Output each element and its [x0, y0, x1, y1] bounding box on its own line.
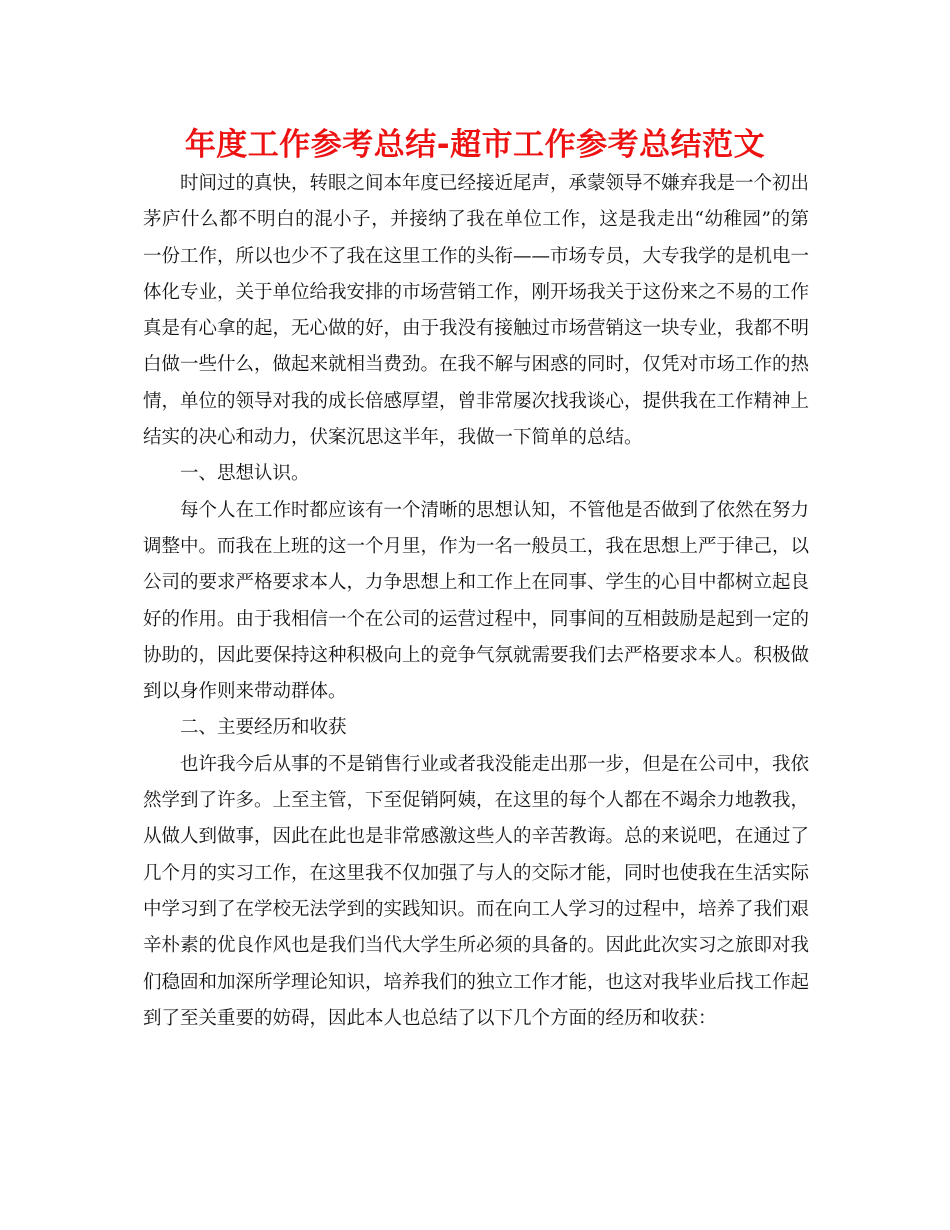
section-heading-thinking: 一、思想认识。 [180, 463, 310, 485]
paragraph-intro: 时间过的真快，转眼之间本年度已经接近尾声，承蒙领导不嫌弃我是一个初出茅庐什么都不明白的混小子，并接纳了我在单位工作，这是我走出“幼稚园”的第一份工作，所以也少不了我在这里工作的头衔——市场专员，大专我学的是机电一体化专业，关于单位给我安排的市场营销工作，刚开场我关于这份来之不易的工作真是有心拿的起，无心做的好，由于我没有接触过市场营销这一块专业，我都不明白做一些什么，做起来就相当费劲。在我不解与困惑的同时，仅凭对市场工作的热情，单位的领导对我的成长倍感厚望，曾非常屡次找我谈心，提供我在工作精神上结实的决心和动力，伏案沉思这半年，我做一下简单的总结。 [143, 173, 810, 449]
section-heading-experience: 二、主要经历和收获 [180, 717, 347, 739]
document-title: 年度工作参考总结-超市工作参考总结范文 [184, 127, 766, 163]
paragraph-experience: 也许我今后从事的不是销售行业或者我没能走出那一步，但是在公司中，我依然学到了许多。上至主管，下至促销阿姨，在这里的每个人都在不竭余力地教我，从做人到做事，因此在此也是非常感激这些人的辛苦教诲。总的来说吧，在通过了几个月的实习工作，在这里我不仅加强了与人的交际才能，同时也使我在生活实际中学习到了在学校无法学到的实践知识。而在向工人学习的过程中，培养了我们艰辛朴素的优良作风也是我们当代大学生所必须的具备的。因此此次实习之旅即对我们稳固和加深所学理论知识，培养我们的独立工作才能，也这对我毕业后找工作起到了至关重要的妨碍，因此本人也总结了以下几个方面的经历和收获： [143, 753, 810, 1029]
document-body [143, 166, 809, 1037]
paragraph-thinking: 每个人在工作时都应该有一个清晰的思想认知，不管他是否做到了依然在努力调整中。而我在上班的这一个月里，作为一名一般员工，我在思想上严于律己，以公司的要求严格要求本人，力争思想上和工作上在同事、学生的心目中都树立起良好的作用。由于我相信一个在公司的运营过程中，同事间的互相鼓励是起到一定的协助的，因此要保持这种积极向上的竞争气氛就需要我们去严格要求本人。积极做到以身作则来带动群体。 [143, 499, 810, 703]
